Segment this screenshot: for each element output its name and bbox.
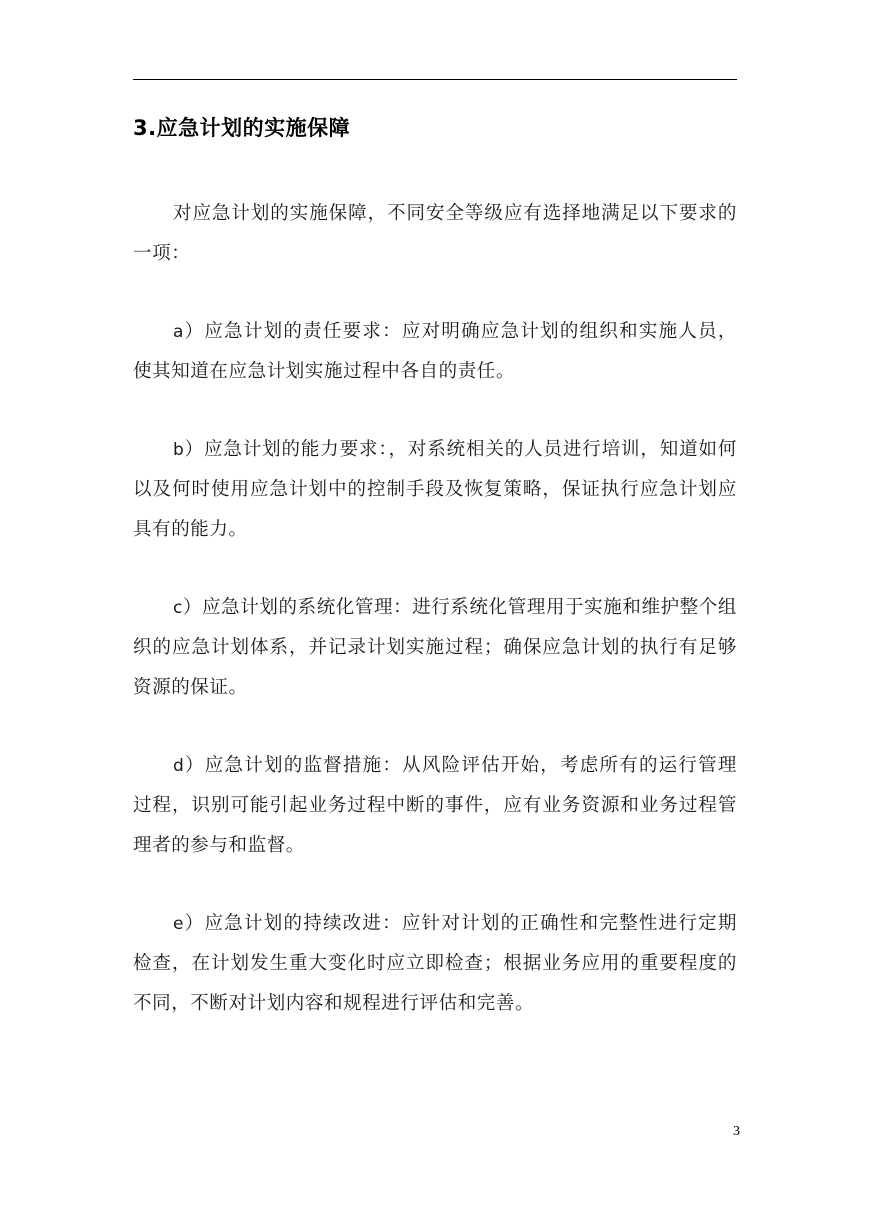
- requirement-item-a: [133, 312, 737, 392]
- item-text-e: ）应急计划的持续改进：应针对计划的正确性和完整性进行定期检查，在计划发生重大变化时应立即检查；根据业务应用的重要程度的不同，不断对计划内容和规程进行评估和完善。: [133, 913, 737, 1014]
- item-text-d: ）应急计划的监督措施：从风险评估开始，考虑所有的运行管理过程，识别可能引起业务过程中断的事件，应有业务资源和业务过程管理者的参与和监督。: [133, 755, 737, 856]
- item-marker-e: e: [173, 914, 185, 934]
- item-text-c: ）应急计划的系统化管理：进行系统化管理用于实施和维护整个组织的应急计划体系，并记录计划实施过程；确保应急计划的执行有足够资源的保证。: [133, 597, 737, 698]
- intro-paragraph: 对应急计划的实施保障，不同安全等级应有选择地满足以下要求的一项：: [133, 203, 737, 264]
- item-marker-a: a: [173, 322, 185, 342]
- page-number: 3: [733, 1124, 740, 1139]
- header-rule: [133, 79, 737, 80]
- item-marker-b: b: [173, 440, 185, 460]
- item-text-b: ）应急计划的能力要求：，对系统相关的人员进行培训，知道如何以及何时使用应急计划中的控制手段及恢复策略，保证执行应急计划应具有的能力。: [133, 439, 737, 540]
- item-marker-d: d: [173, 756, 185, 776]
- page-content: [133, 112, 737, 1024]
- item-text-a: ）应急计划的责任要求：应对明确应急计划的组织和实施人员，使其知道在应急计划实施过程中各自的责任。: [133, 321, 737, 382]
- requirement-item-c: [133, 588, 737, 708]
- requirement-item-b: [133, 430, 737, 550]
- requirement-item-d: [133, 746, 737, 866]
- section-title: 3.应急计划的实施保障: [133, 116, 351, 140]
- item-marker-c: c: [173, 598, 183, 618]
- requirement-item-e: [133, 904, 737, 1024]
